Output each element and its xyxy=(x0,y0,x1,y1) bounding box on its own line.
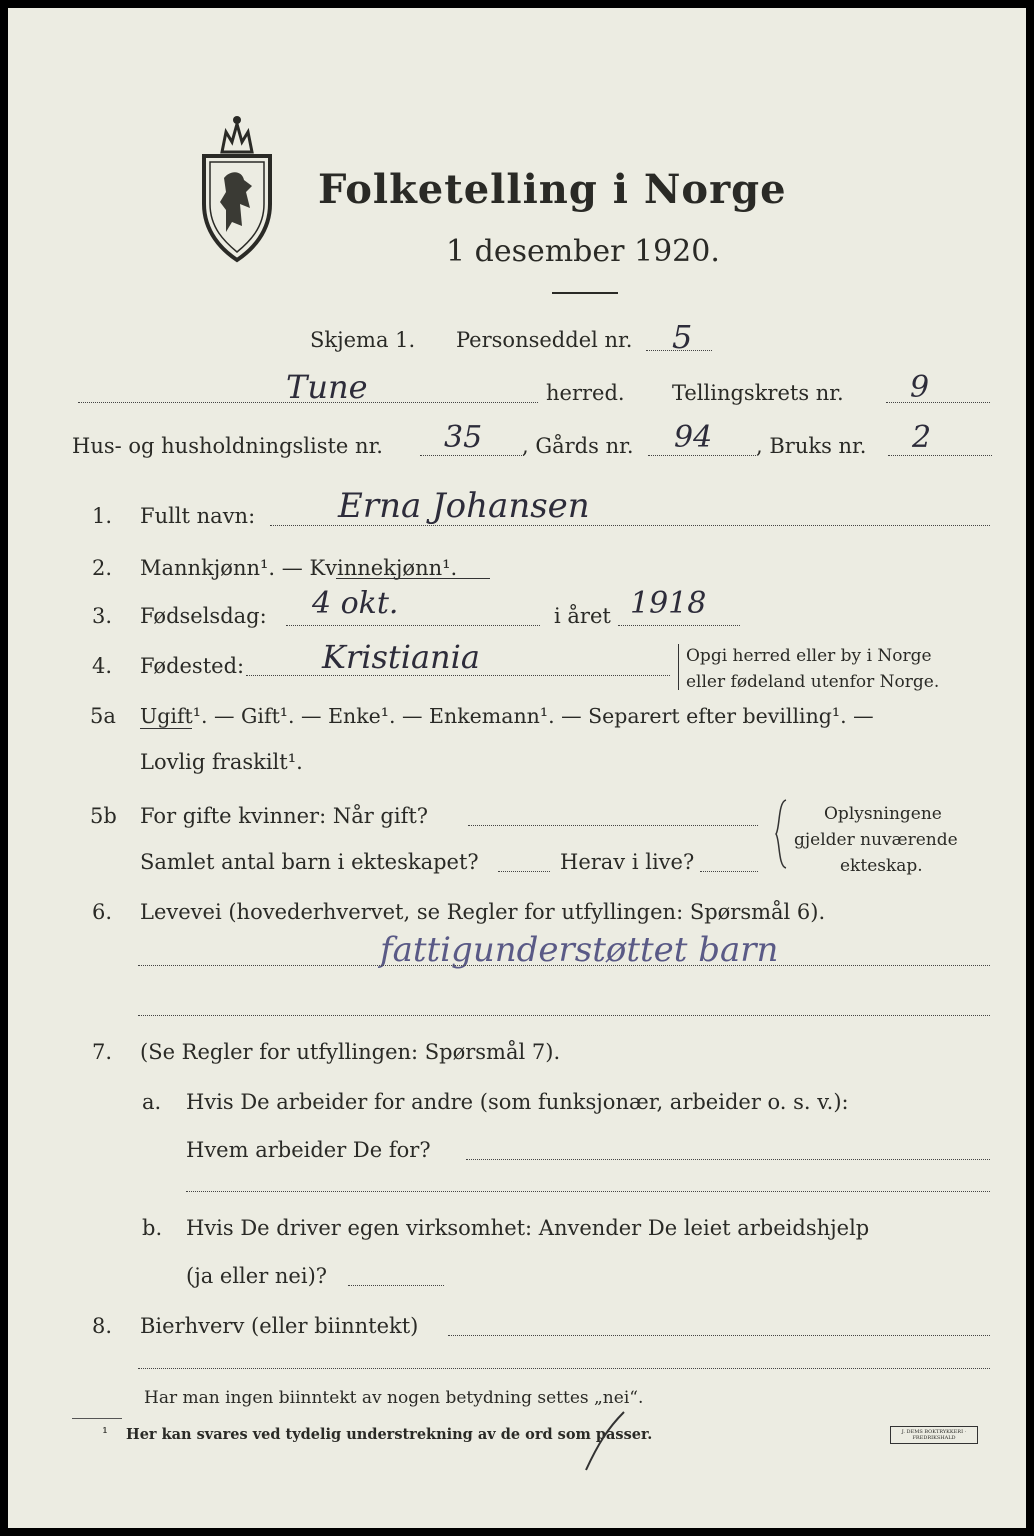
f5b-number: 5b xyxy=(90,804,117,828)
f4-brace xyxy=(678,644,679,690)
f3-number: 3. xyxy=(92,604,113,628)
f7b-line-2: (ja eller nei)? xyxy=(186,1264,328,1288)
printer-stamp xyxy=(890,1426,978,1444)
f7b-line-2-dots xyxy=(348,1285,444,1286)
f7a-line-1: Hvis De arbeider for andre (som funksjonær, arbeider o. s. v.): xyxy=(186,1090,849,1114)
f1-number: 1. xyxy=(92,504,113,528)
f6-line-1 xyxy=(138,965,990,966)
tellingskrets-line xyxy=(886,402,990,403)
f5b-line-2a: Samlet antal barn i ekteskapet? xyxy=(140,850,479,874)
f1-value: Erna Johansen xyxy=(338,486,590,526)
f3-year-line xyxy=(618,625,740,626)
f3-label: Fødselsdag: xyxy=(140,604,267,628)
f5b-line-2a-dots xyxy=(498,871,550,872)
f5a-underline xyxy=(140,728,192,729)
f5b-line-2b-dots xyxy=(700,871,758,872)
f5a-number: 5a xyxy=(90,704,116,728)
f2-number: 2. xyxy=(92,556,113,580)
bruks-value: 2 xyxy=(912,420,932,455)
f7-label: (Se Regler for utfyllingen: Spørsmål 7). xyxy=(140,1040,561,1064)
hus-label: Hus- og husholdningsliste nr. xyxy=(72,434,383,458)
bruks-label: , Bruks nr. xyxy=(756,434,867,458)
f7a-line-2: Hvem arbeider De for? xyxy=(186,1138,431,1162)
f5b-note-3: ekteskap. xyxy=(840,856,923,876)
f8-note: Har man ingen biinntekt av nogen betydning settes „nei“. xyxy=(144,1388,644,1408)
f6-value: fattigunderstøttet barn xyxy=(380,930,779,970)
schema-label: Skjema 1. xyxy=(310,328,416,352)
title-divider xyxy=(552,292,618,294)
f2-label: Mannkjønn¹. — Kvinnekjønn¹. xyxy=(140,556,458,580)
gards-value: 94 xyxy=(674,420,713,455)
footnote-pen-stroke xyxy=(568,1408,628,1474)
f8-line-2 xyxy=(138,1368,990,1369)
census-form xyxy=(8,8,1026,1528)
printer-text: J. DEMS BOKTRYKKERI · FREDRIKSHALD xyxy=(901,1429,967,1441)
hus-value: 35 xyxy=(444,420,483,455)
herred-value: Tune xyxy=(286,368,368,406)
f5b-line-1: For gifte kvinner: Når gift? xyxy=(140,804,429,828)
f7b-number: b. xyxy=(142,1216,163,1240)
hus-line xyxy=(420,455,524,456)
f8-number: 8. xyxy=(92,1314,113,1338)
f4-note-1: Opgi herred eller by i Norge xyxy=(686,646,932,666)
f6-number: 6. xyxy=(92,900,113,924)
f5b-brace xyxy=(772,798,790,870)
f1-label: Fullt navn: xyxy=(140,504,256,528)
coat-of-arms-icon xyxy=(196,112,278,264)
f7a-line-3-dots xyxy=(186,1191,990,1192)
f5b-line-1-dots xyxy=(468,825,758,826)
footnote-mark: ¹ xyxy=(102,1424,109,1442)
f2-underline xyxy=(336,578,490,579)
census-date: 1 desember 1920. xyxy=(446,234,720,269)
herred-label: herred. xyxy=(546,381,625,405)
f5a-line-1: Ugift¹. — Gift¹. — Enke¹. — Enkemann¹. — Separert efter bevilling¹. — xyxy=(140,704,874,728)
f3-value: 4 okt. xyxy=(312,586,399,621)
f3-year-label: i året xyxy=(554,604,611,628)
bruks-line xyxy=(888,455,992,456)
form-title: Folketelling i Norge xyxy=(318,166,787,213)
f8-line-1 xyxy=(448,1335,990,1336)
tellingskrets-value: 9 xyxy=(910,370,930,405)
f4-note-2: eller fødeland utenfor Norge. xyxy=(686,672,940,692)
f3-year-value: 1918 xyxy=(630,586,707,621)
f8-label: Bierhverv (eller biinntekt) xyxy=(140,1314,419,1338)
f7b-line-1: Hvis De driver egen virksomhet: Anvender De leiet arbeidshjelp xyxy=(186,1216,870,1240)
personseddel-label: Personseddel nr. xyxy=(456,328,633,352)
footnote-text: Her kan svares ved tydelig understrekning av de ord som passer. xyxy=(126,1426,653,1443)
f5a-line-2: Lovlig fraskilt¹. xyxy=(140,750,303,774)
f3-line xyxy=(286,625,540,626)
f7-number: 7. xyxy=(92,1040,113,1064)
f5b-line-2b: Herav i live? xyxy=(560,850,695,874)
f7a-number: a. xyxy=(142,1090,162,1114)
gards-label: , Gårds nr. xyxy=(522,434,634,458)
gards-line xyxy=(648,455,756,456)
f6-line-2 xyxy=(138,1015,990,1016)
f4-number: 4. xyxy=(92,654,113,678)
f5b-note-2: gjelder nuværende xyxy=(794,830,958,850)
f4-value: Kristiania xyxy=(322,638,480,676)
tellingskrets-label: Tellingskrets nr. xyxy=(672,381,844,405)
f7a-line-2-dots xyxy=(466,1159,990,1160)
footnote-rule xyxy=(72,1418,122,1419)
personseddel-value: 5 xyxy=(672,318,693,356)
f5b-note-1: Oplysningene xyxy=(824,804,942,824)
f4-label: Fødested: xyxy=(140,654,245,678)
f6-label: Levevei (hovederhvervet, se Regler for utfyllingen: Spørsmål 6). xyxy=(140,900,826,924)
